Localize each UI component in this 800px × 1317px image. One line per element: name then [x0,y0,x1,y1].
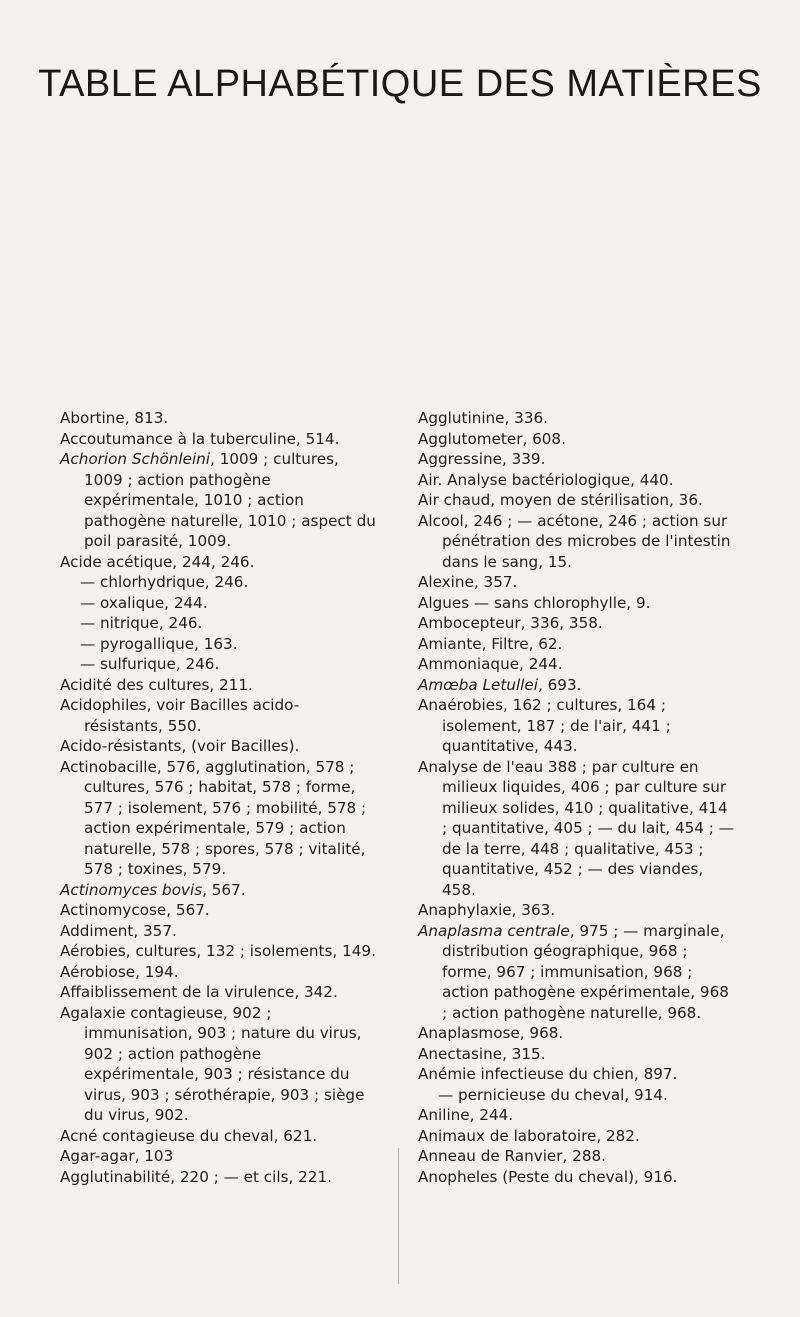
index-entry [418,1044,736,1065]
index-entry [418,757,736,901]
index-entry [418,634,736,655]
index-entry [418,1167,736,1188]
index-term: Alcool [418,511,464,530]
index-entry [418,675,736,696]
index-entry [60,982,378,1003]
index-entry [418,1064,736,1085]
index-entry [60,572,378,593]
index-entry [60,695,378,736]
index-term: Actinobacille [60,757,157,776]
index-term: — oxalique, 244. [80,593,208,612]
index-references: , 339. [501,450,546,468]
index-term: Anneau [418,1147,476,1165]
index-term: — sulfurique, 246. [80,655,220,673]
index-term: Agalaxie [60,1003,126,1022]
index-term: Analyse [418,757,478,776]
index-references: , 975 ; — marginale, distribution géographique, 968 ; forme, 967 ; immunisation, 968 ; action pathogène expérimentale, 968 ; action pathogène naturelle, 968. [442,921,729,1022]
index-term: Acide [60,552,102,571]
index-references: , 103 [134,1147,174,1165]
index-term: Anaphylaxie [418,901,512,919]
index-term: Acidophiles [60,696,147,714]
index-references: de la virulence, 342. [177,983,338,1001]
index-term: Aggressine [418,450,502,468]
index-term: Anectasine [418,1044,503,1063]
index-entry [60,736,378,757]
index-entry [60,1146,378,1167]
index-entry [418,1023,736,1044]
index-term: Ammoniaque [418,655,520,673]
index-term: — pyrogallique, 163. [80,634,238,653]
index-entry [60,757,378,880]
index-entry [418,511,736,573]
index-term: Acné [60,1126,98,1145]
index-references: , 336. [504,409,548,427]
index-references: , moyen de stérilisation, 36. [490,491,703,509]
index-term: Animaux [418,1126,485,1145]
index-references: des cultures, 211. [111,675,253,694]
index-term: Abortine [60,409,125,427]
index-term: Algues [418,593,470,612]
column-divider [398,1148,399,1284]
index-references: , 315. [502,1044,546,1063]
index-references: (Peste du cheval), 916. [497,1167,678,1186]
index-entry [60,634,378,655]
index-entry [60,552,378,573]
index-references: , 220 ; — et cils, 221. [170,1167,332,1186]
index-entry [60,900,378,921]
index-entry [60,962,378,983]
index-entry [60,675,378,696]
index-references: . Analyse bactériologique, 440. [437,470,674,489]
index-term: Actinomycose [60,901,167,919]
index-term: Anaplasmose [418,1024,520,1042]
index-entry [418,613,736,634]
index-references: , 693. [537,675,582,694]
index-entry [418,1085,736,1106]
index-references: — sans chlorophylle, 9. [469,593,651,612]
index-references: , 576, agglutination, 578 ; cultures, 576 ; habitat, 578 ; forme, 577 ; isolement, 576 ; mobilité, 578 ; action expérimentale, 579 ; action naturelle, 578 ; spores, 578 ; vitalité, 578 ; toxines, 579. [84,757,367,878]
index-entry [60,613,378,634]
index-references: acétique, 244, 246. [101,552,255,571]
index-entry [60,1167,378,1188]
index-references: , cultures, 132 ; isolements, 149. [125,942,376,960]
index-entry [418,490,736,511]
index-entry [60,880,378,901]
index-entry [418,408,736,429]
index-references: , 162 ; cultures, 164 ; isolement, 187 ; de l'air, 441 ; quantitative, 443. [442,696,671,755]
index-term: Anaplasma centrale [418,921,570,940]
index-entry [418,900,736,921]
index-references: , 363. [511,901,556,919]
index-references: , 968. [519,1024,564,1042]
index-references: , 608. [522,429,566,448]
index-entry [60,1126,378,1147]
index-entry [418,1126,736,1147]
index-term: Alexine [418,573,474,591]
index-entry [60,449,378,552]
index-references: , 1009 ; cultures, 1009 ; action pathogène expérimentale, 1010 ; action pathogène naturelle, 1010 ; aspect du poil parasité, 1009. [84,450,376,550]
index-term: Actinomyces bovis [60,880,203,899]
index-references: de laboratoire, 282. [484,1126,640,1145]
index-references: à la tuberculine, 514. [172,429,340,448]
index-entry [418,1146,736,1167]
index-term: — nitrique, 246. [80,614,203,632]
index-term: Acidité [60,675,112,694]
index-entry [418,695,736,757]
index-term: — chlorhydrique, 246. [80,573,249,591]
index-references: , voir Bacilles acido-résistants, 550. [84,696,300,735]
index-term: Anaérobies [418,696,503,714]
index-entry [60,921,378,942]
index-references: de l'eau 388 ; par culture en milieux liquides, 406 ; par culture sur milieux solides, 410 ; qualitative, 414 ; quantitative, 405 ; — du lait, 454 ; — de la terre, 448 ; qualitative, 453 ; quantitative, 452 ; — des viandes, 458. [442,757,734,899]
page-title: TABLE ALPHABÉTIQUE DES MATIÈRES [38,63,762,105]
index-entry [418,1105,736,1126]
index-term: Anémie [418,1065,476,1083]
index-entry [418,470,736,491]
index-term: Agglutinabilité [60,1167,171,1186]
index-references: , 244. [469,1106,514,1124]
index-term: Air chaud [418,491,491,509]
index-term: Aérobies [60,942,126,960]
index-entry [60,429,378,450]
index-references: , 357. [133,921,177,940]
index-entry [418,593,736,614]
index-entry [418,429,736,450]
index-references: infectieuse du chien, 897. [475,1065,678,1083]
index-term: Accoutumance [60,429,173,448]
index-entry [418,921,736,1024]
index-references: , 357. [473,573,518,591]
index-term: Air [418,470,438,489]
index-term: Agglutinine [418,409,505,427]
index-term: Agar-agar [60,1147,135,1165]
index-column-right [418,408,736,1187]
index-term: Ambocepteur [418,614,521,632]
index-references: , 244. [519,655,563,673]
index-references: , 336, 358. [520,614,603,632]
index-term: Agglutometer [418,429,523,448]
index-references: , 567. [202,880,246,899]
index-references: contagieuse, 902 ; immunisation, 903 ; nature du virus, 902 ; action pathogène expérimentale, 903 ; résistance du virus, 903 ; sérothérapie, 903 ; siège du virus, 902. [84,1003,365,1124]
index-references: , Filtre, 62. [481,634,563,653]
index-term: Amœba Letullei [418,675,538,694]
index-references: , (voir Bacilles). [181,737,300,755]
index-term: Aniline [418,1106,470,1124]
index-references: contagieuse du cheval, 621. [97,1126,318,1145]
index-references: , 567. [166,901,210,919]
index-term: Anopheles [418,1167,498,1186]
index-entry [60,1003,378,1126]
index-entry [418,449,736,470]
index-term: Amiante [418,634,482,653]
index-term: — pernicieuse du cheval, 914. [438,1085,668,1104]
index-references: , 194. [135,962,179,981]
index-entry [418,654,736,675]
index-column-left [60,408,378,1187]
index-entry [60,593,378,614]
index-term: Aérobiose [60,962,136,981]
index-references: de Ranvier, 288. [475,1147,606,1165]
index-term: Acido-résistants [60,737,182,755]
index-entry [60,408,378,429]
index-entry [60,654,378,675]
index-term: Affaiblissement [60,983,178,1001]
index-term: Addiment [60,921,134,940]
index-entry [418,572,736,593]
index-entry [60,941,378,962]
index-references: , 813. [124,409,169,427]
index-references: , 246 ; — acétone, 246 ; action sur pénétration des microbes de l'intestin dans le sang, 15. [442,511,731,571]
index-term: Achorion Schönleini [60,450,211,468]
